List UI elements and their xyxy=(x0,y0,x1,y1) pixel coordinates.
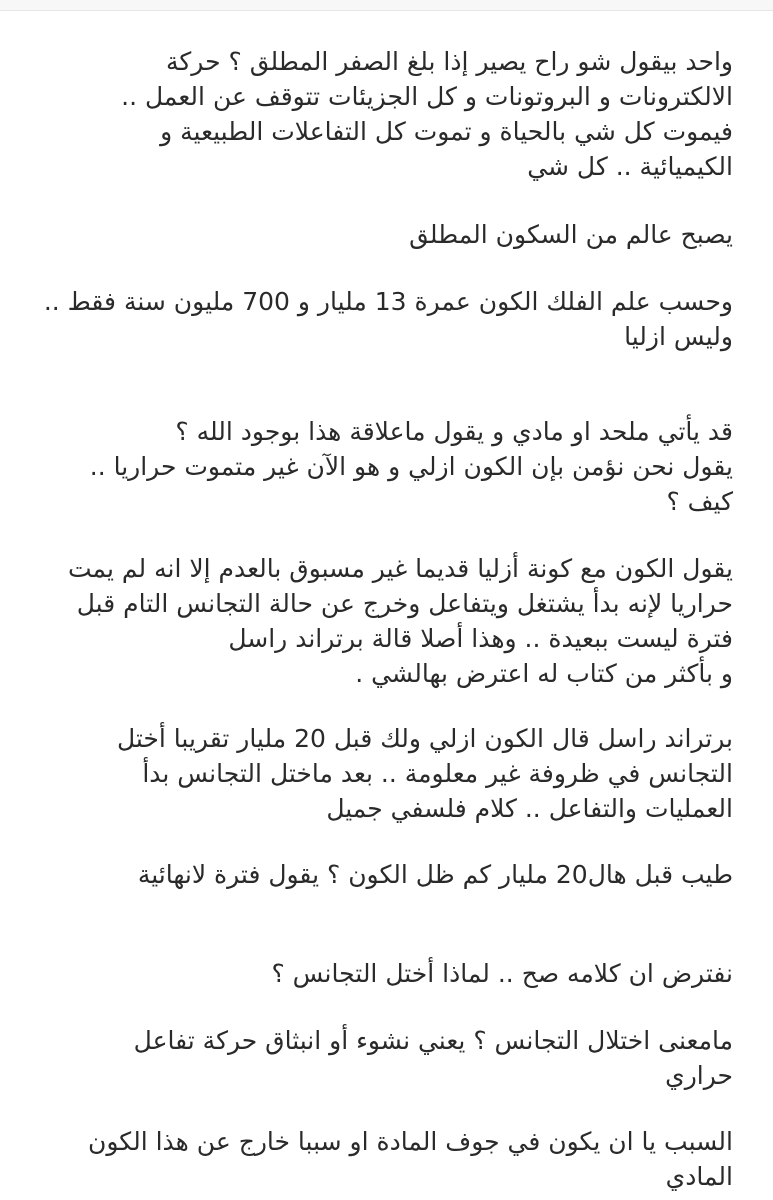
text-line: كيف ؟ xyxy=(666,487,733,516)
text-line: التجانس في ظروفة غير معلومة .. بعد ماختل التجانس بدأ xyxy=(142,759,733,788)
text-line: مامعنى اختلال التجانس ؟ يعني نشوء أو انبثاق حركة تفاعل xyxy=(133,1026,733,1055)
text-line: يصبح عالم من السكون المطلق xyxy=(409,220,733,249)
text-line: السبب يا ان يكون في جوف المادة او سببا خارج عن هذا الكون xyxy=(88,1127,733,1156)
text-line: العمليات والتفاعل .. كلام فلسفي جميل xyxy=(326,794,733,823)
text-line: الالكترونات و البروتونات و كل الجزيئات تتوقف عن العمل .. xyxy=(121,82,733,111)
text-line: يقول نحن نؤمن بإن الكون ازلي و هو الآن غير متموت حراريا .. xyxy=(89,452,733,481)
text-line: برتراند راسل قال الكون ازلي ولك قبل 20 مليار تقريبا أختل xyxy=(116,724,733,753)
text-line: قد يأتي ملحد او مادي و يقول ماعلاقة هذا بوجود الله ؟ xyxy=(175,417,733,446)
text-line: وحسب علم الفلك الكون عمرة 13 مليار و 700 مليون سنة فقط .. xyxy=(43,287,733,316)
text-line: حراري xyxy=(665,1061,733,1090)
text-line: يقول الكون مع كونة أزليا قديما غير مسبوق بالعدم إلا انه لم يمت xyxy=(67,554,733,583)
text-line: وليس ازليا xyxy=(624,322,733,351)
text-line: و بأكثر من كتاب له اعترض بهالشي . xyxy=(355,659,733,688)
text-line: واحد بيقول شو راح يصير إذا بلغ الصفر المطلق ؟ حركة xyxy=(165,47,733,76)
text-line: المادي xyxy=(665,1162,733,1191)
text-line: طيب قبل هال20 مليار كم ظل الكون ؟ يقول فترة لانهائية xyxy=(137,860,733,889)
text-line: الكيميائية .. كل شي xyxy=(527,152,733,181)
text-line: حراريا لإنه بدأ يشتغل ويتفاعل وخرج عن حالة التجانس التام قبل xyxy=(76,589,733,618)
text-line: نفترض ان كلامه صح .. لماذا أختل التجانس ؟ xyxy=(271,959,733,988)
text-line: فيموت كل شي بالحياة و تموت كل التفاعلات الطبيعية و xyxy=(160,117,733,146)
text-line: فترة ليست ببعيدة .. وهذا أصلا قالة برتراند راسل xyxy=(228,624,733,653)
